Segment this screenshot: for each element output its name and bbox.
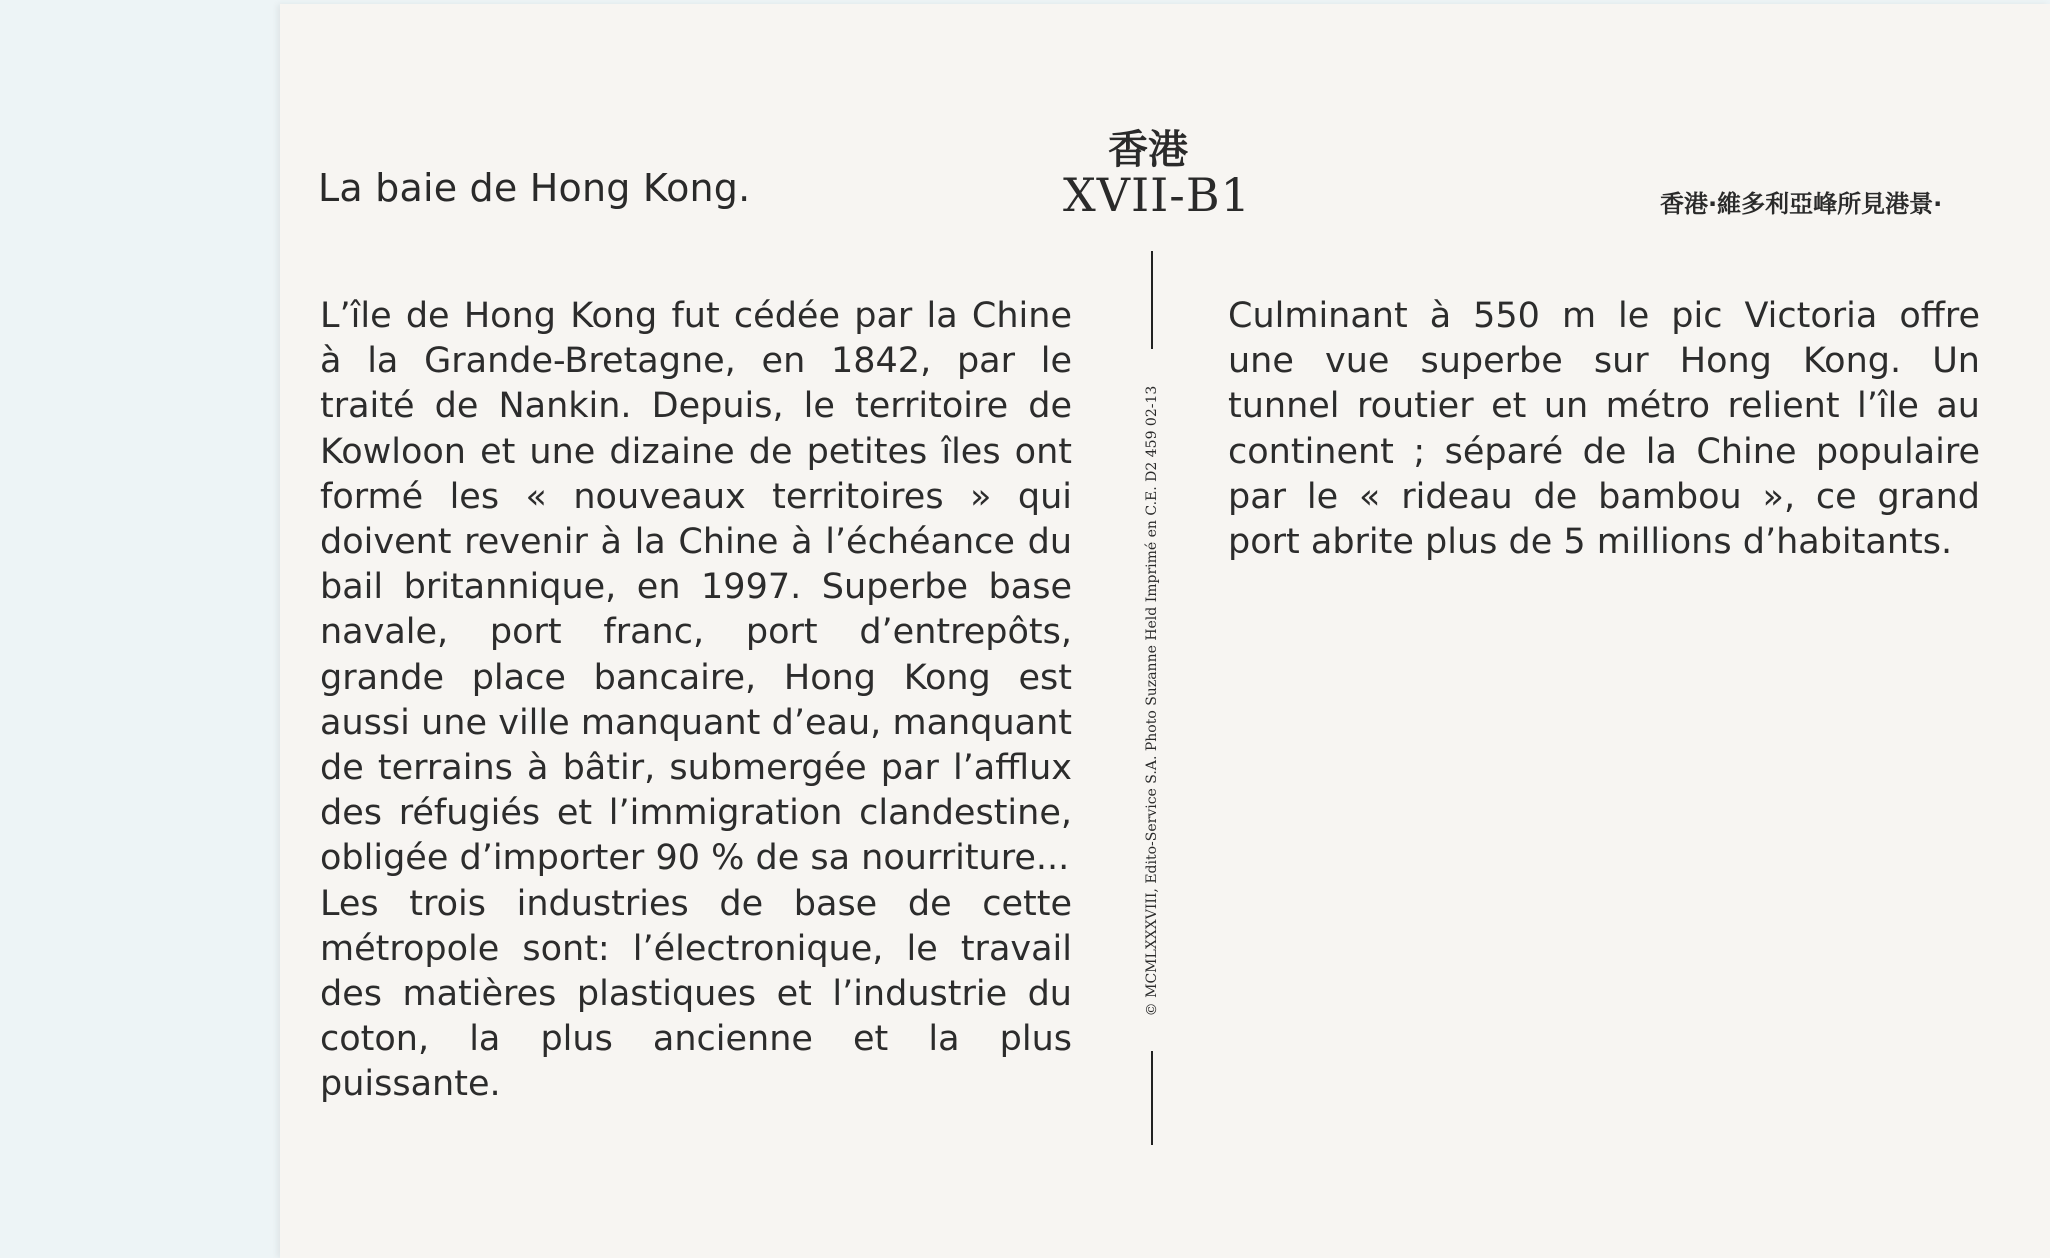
divider-line-top bbox=[1151, 251, 1153, 349]
vertical-credit-line: © MCMLXXXVIII, Edito-Service S.A. Photo Suzanne Held Imprimé en C.E. D2 459 02-13 bbox=[1144, 385, 1160, 1017]
card-title: La baie de Hong Kong. bbox=[318, 166, 751, 210]
left-paragraph-2: Les trois industries de base de cette métropole sont: l’électronique, le travail des matières plastiques et l’industrie du coton, la plus ancienne et la plus puissante. bbox=[320, 883, 1072, 1105]
right-text-column bbox=[1228, 294, 1980, 565]
right-paragraph: Culminant à 550 m le pic Victoria offre une vue superbe sur Hong Kong. Un tunnel routier et un métro relient l’île au continent ; séparé de la Chine populaire par le « rideau de bambou », ce grand port abrite plus de 5 millions d’habitants. bbox=[1228, 296, 1980, 563]
left-paragraph-1: L’île de Hong Kong fut cédée par la Chine à la Grande-Bretagne, en 1842, par le traité de Nankin. Depuis, le territoire de Kowloon et une dizaine de petites îles ont formé les « nouveaux territoires » qui doivent revenir à la Chine à l’échéance du bail britannique, en 1997. Superbe base navale, port franc, port d’entrepôts, grande place bancaire, Hong Kong est aussi une ville manquant d’eau, manquant de terrains à bâtir, submergée par l’afflux des réfugiés et l’immigration clandestine, obligée d’importer 90 % de sa nourriture... bbox=[320, 296, 1072, 879]
postcard-back bbox=[280, 4, 2050, 1258]
reference-code: XVII-B1 bbox=[1063, 168, 1251, 222]
left-text-column bbox=[320, 294, 1072, 1108]
divider-line-bottom bbox=[1151, 1051, 1153, 1145]
chinese-caption: 香港·維多利亞峰所見港景· bbox=[1660, 190, 1943, 218]
chinese-title: 香港 bbox=[1108, 127, 1188, 173]
